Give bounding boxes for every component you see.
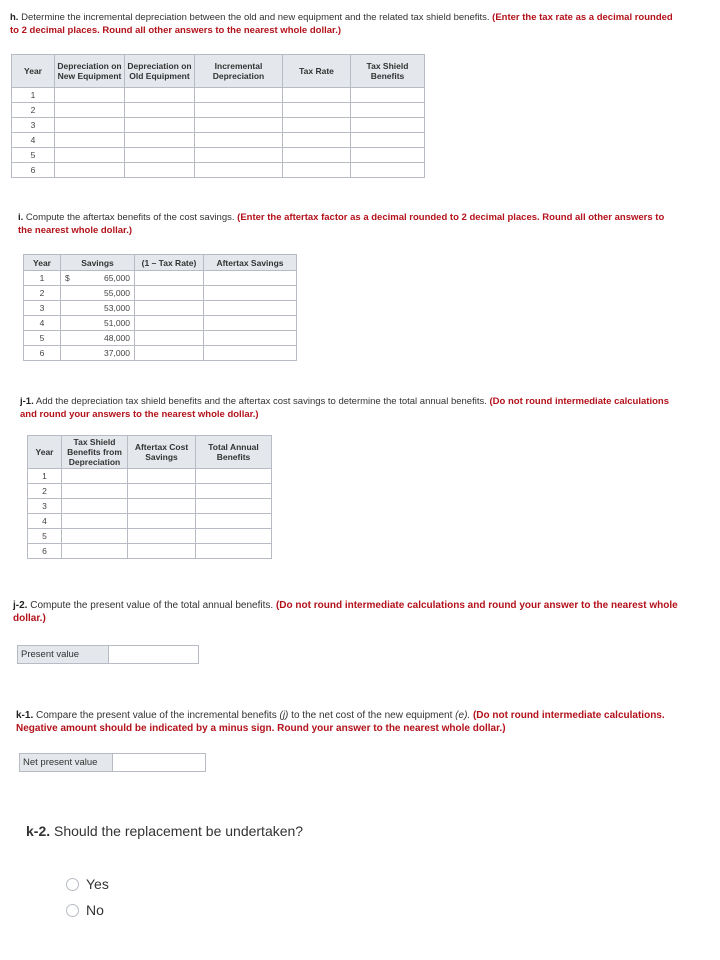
section-h-instructions (10, 11, 680, 37)
savings-value: 51,000 (79, 316, 135, 331)
tax-rate-input[interactable] (283, 148, 351, 163)
dep-old-input[interactable] (125, 163, 195, 178)
year-cell: 5 (12, 148, 55, 163)
incremental-input[interactable] (195, 88, 283, 103)
net-present-value-label: Net present value (20, 754, 113, 771)
total-input[interactable] (196, 544, 272, 559)
tax-rate-input[interactable] (283, 88, 351, 103)
tax-shield-input[interactable] (351, 148, 425, 163)
table-row (12, 88, 425, 103)
tax-shield-input[interactable] (62, 514, 128, 529)
option-yes-label: Yes (86, 876, 109, 892)
table-row (24, 316, 297, 331)
section-j2-text: Compute the present value of the total annual benefits. (30, 600, 274, 611)
th-h-tax-shield: Tax Shield Benefits (351, 55, 425, 88)
factor-input[interactable] (135, 301, 204, 316)
table-row (24, 271, 297, 286)
tax-shield-input[interactable] (351, 133, 425, 148)
year-cell: 6 (28, 544, 62, 559)
dollar-cell (61, 331, 80, 346)
table-h (11, 54, 425, 178)
dep-old-input[interactable] (125, 133, 195, 148)
present-value-input[interactable] (109, 646, 198, 663)
dep-new-input[interactable] (55, 133, 125, 148)
dep-new-input[interactable] (55, 163, 125, 178)
section-j1-instructions (20, 395, 670, 421)
section-h-label: h. (10, 12, 19, 23)
savings-value: 48,000 (79, 331, 135, 346)
aftertax-input[interactable] (128, 499, 196, 514)
savings-value: 65,000 (79, 271, 135, 286)
th-j1-tax-shield: Tax Shield Benefits from Depreciation (62, 436, 128, 469)
radio-yes[interactable] (66, 878, 79, 891)
section-j2-note: (Do not round intermediate calculations and round your answer to the nearest whole dollar.) (13, 600, 678, 624)
year-cell: 2 (28, 484, 62, 499)
incremental-input[interactable] (195, 103, 283, 118)
factor-input[interactable] (135, 331, 204, 346)
dep-old-input[interactable] (125, 103, 195, 118)
radio-no[interactable] (66, 904, 79, 917)
section-k1-ref-e: (e). (455, 710, 471, 721)
total-input[interactable] (196, 499, 272, 514)
factor-input[interactable] (135, 316, 204, 331)
section-j1-text: Add the depreciation tax shield benefits and the aftertax cost savings to determine the total annual benefits. (35, 396, 487, 407)
tax-shield-input[interactable] (351, 88, 425, 103)
table-row (28, 544, 272, 559)
year-cell: 5 (24, 331, 61, 346)
total-input[interactable] (196, 469, 272, 484)
table-row (12, 133, 425, 148)
year-cell: 1 (12, 88, 55, 103)
present-value-row (17, 645, 199, 664)
section-j1-label: j-1. (20, 396, 34, 407)
section-h-text: Determine the incremental depreciation between the old and new equipment and the related tax shield benefits. (21, 12, 490, 23)
section-i-instructions (18, 211, 678, 237)
tax-rate-input[interactable] (283, 103, 351, 118)
section-k1-note: (Do not round intermediate calculations. Negative amount should be indicated by a minus sign. Round your answer to the nearest whole dollar.) (16, 710, 665, 734)
aftertax-input[interactable] (204, 271, 297, 286)
table-row (28, 469, 272, 484)
table-row (24, 331, 297, 346)
th-j1-aftertax: Aftertax Cost Savings (128, 436, 196, 469)
section-i-label: i. (18, 212, 24, 223)
incremental-input[interactable] (195, 163, 283, 178)
th-j1-total: Total Annual Benefits (196, 436, 272, 469)
option-no[interactable] (66, 902, 104, 918)
savings-value: 53,000 (79, 301, 135, 316)
tax-shield-input[interactable] (62, 499, 128, 514)
year-cell: 2 (24, 286, 61, 301)
tax-rate-input[interactable] (283, 163, 351, 178)
tax-shield-input[interactable] (351, 163, 425, 178)
option-no-label: No (86, 902, 104, 918)
dep-old-input[interactable] (125, 88, 195, 103)
total-input[interactable] (196, 514, 272, 529)
dep-new-input[interactable] (55, 148, 125, 163)
dollar-cell (61, 301, 80, 316)
incremental-input[interactable] (195, 148, 283, 163)
year-cell: 1 (28, 469, 62, 484)
section-k2-label: k-2. (26, 823, 51, 839)
table-row (28, 484, 272, 499)
section-j1-note: (Do not round intermediate calculations and round your answers to the nearest whole dollar.) (20, 396, 669, 420)
tax-rate-input[interactable] (283, 118, 351, 133)
tax-shield-input[interactable] (62, 469, 128, 484)
tax-shield-input[interactable] (62, 529, 128, 544)
th-h-tax-rate: Tax Rate (283, 55, 351, 88)
savings-value: 37,000 (79, 346, 135, 361)
year-cell: 1 (24, 271, 61, 286)
section-h-note: (Enter the tax rate as a decimal rounded to 2 decimal places. Round all other answers to the nearest whole dollar.) (10, 12, 673, 36)
option-yes[interactable] (66, 876, 109, 892)
section-i-text: Compute the aftertax benefits of the cost savings. (25, 212, 235, 223)
factor-input[interactable] (135, 346, 204, 361)
year-cell: 2 (12, 103, 55, 118)
dep-new-input[interactable] (55, 103, 125, 118)
table-row (12, 148, 425, 163)
total-input[interactable] (196, 529, 272, 544)
aftertax-input[interactable] (128, 469, 196, 484)
section-k1-ref-j: (j) (279, 710, 289, 721)
year-cell: 6 (12, 163, 55, 178)
savings-value: 55,000 (79, 286, 135, 301)
th-h-dep-new: Depreciation on New Equipment (55, 55, 125, 88)
table-row (28, 529, 272, 544)
table-row (12, 118, 425, 133)
net-present-value-input[interactable] (113, 754, 205, 771)
section-j2-label: j-2. (13, 600, 28, 611)
year-cell: 5 (28, 529, 62, 544)
dep-new-input[interactable] (55, 118, 125, 133)
present-value-label: Present value (18, 646, 109, 663)
section-k1-instructions (16, 709, 706, 735)
th-h-incremental: Incremental Depreciation (195, 55, 283, 88)
dep-new-input[interactable] (55, 88, 125, 103)
table-row (24, 346, 297, 361)
tax-shield-input[interactable] (62, 544, 128, 559)
th-i-savings: Savings (61, 255, 135, 271)
dep-old-input[interactable] (125, 148, 195, 163)
factor-input[interactable] (135, 271, 204, 286)
dep-old-input[interactable] (125, 118, 195, 133)
dollar-cell (61, 346, 80, 361)
aftertax-input[interactable] (128, 529, 196, 544)
aftertax-input[interactable] (204, 331, 297, 346)
year-cell: 4 (12, 133, 55, 148)
table-row (12, 103, 425, 118)
dollar-cell (61, 286, 80, 301)
net-present-value-row (19, 753, 206, 772)
aftertax-input[interactable] (204, 301, 297, 316)
total-input[interactable] (196, 484, 272, 499)
dollar-sign: $ (61, 271, 80, 286)
table-row (24, 286, 297, 301)
year-cell: 3 (24, 301, 61, 316)
th-j1-year: Year (28, 436, 62, 469)
aftertax-input[interactable] (128, 544, 196, 559)
aftertax-input[interactable] (128, 484, 196, 499)
incremental-input[interactable] (195, 118, 283, 133)
year-cell: 6 (24, 346, 61, 361)
year-cell: 3 (28, 499, 62, 514)
table-row (12, 163, 425, 178)
section-i-note: (Enter the aftertax factor as a decimal rounded to 2 decimal places. Round all other answers to the nearest whole dollar.) (18, 212, 665, 236)
section-k1-text-a: Compare the present value of the incremental benefits (36, 710, 277, 721)
th-i-year: Year (24, 255, 61, 271)
tax-shield-input[interactable] (351, 118, 425, 133)
table-row (24, 301, 297, 316)
year-cell: 3 (12, 118, 55, 133)
aftertax-input[interactable] (204, 346, 297, 361)
tax-shield-input[interactable] (62, 484, 128, 499)
dollar-cell (61, 316, 80, 331)
tax-shield-input[interactable] (351, 103, 425, 118)
tax-rate-input[interactable] (283, 133, 351, 148)
section-k1-text-b: to the net cost of the new equipment (291, 710, 453, 721)
incremental-input[interactable] (195, 133, 283, 148)
aftertax-input[interactable] (204, 316, 297, 331)
th-h-year: Year (12, 55, 55, 88)
table-i (23, 254, 297, 361)
year-cell: 4 (24, 316, 61, 331)
th-i-factor: (1 – Tax Rate) (135, 255, 204, 271)
table-row (28, 499, 272, 514)
th-i-aftertax: Aftertax Savings (204, 255, 297, 271)
year-cell: 4 (28, 514, 62, 529)
factor-input[interactable] (135, 286, 204, 301)
aftertax-input[interactable] (204, 286, 297, 301)
section-j2-instructions (13, 599, 713, 625)
aftertax-input[interactable] (128, 514, 196, 529)
section-k2-text: Should the replacement be undertaken? (54, 823, 304, 839)
section-k2-question (26, 823, 303, 839)
table-row (28, 514, 272, 529)
section-k1-label: k-1. (16, 710, 34, 721)
table-j1 (27, 435, 272, 559)
th-h-dep-old: Depreciation on Old Equipment (125, 55, 195, 88)
